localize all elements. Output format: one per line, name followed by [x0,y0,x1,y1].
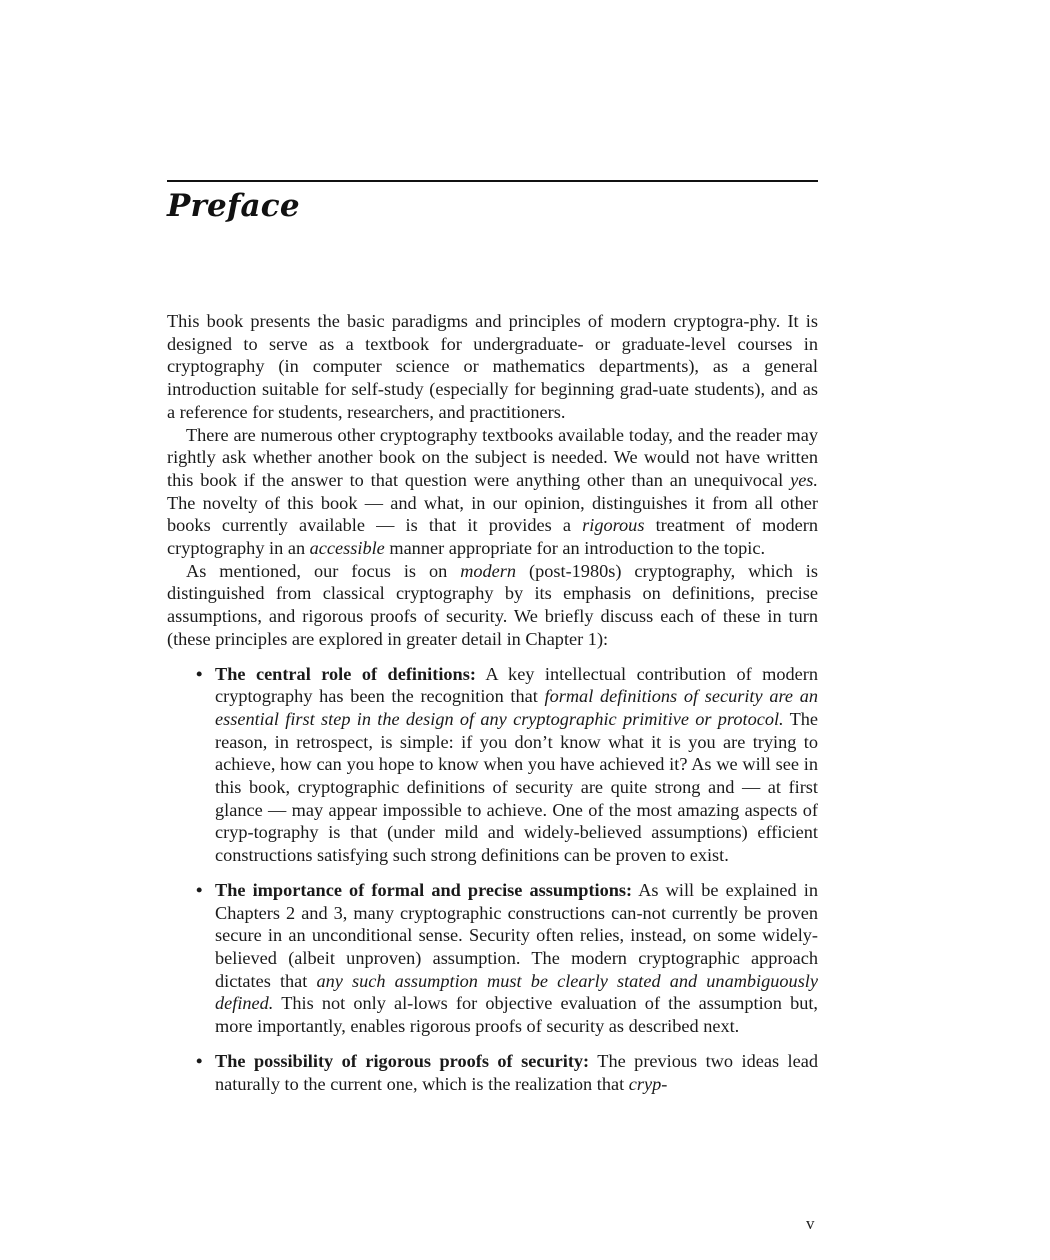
bullet-icon: • [196,879,203,900]
bullet-icon: • [196,1050,203,1071]
text-run: The reason, in retrospect, is simple: if you don’t know what it is you are trying to achieve, how can you hope to know when you have achieved it? As we will see in this book, cryptographic definitions of security are quite strong and — at first glance — may appear impossible to achieve. One of the most amazing aspects of cryp-tography is that (under mild and widely-believed assumptions) efficient constructions satisfying such strong definitions can be proven to exist. [215,708,818,866]
emphasis-text: modern [460,560,517,581]
text-run: This book presents the basic paradigms and principles of modern cryptogra-phy. It is designed to serve as a textbook for undergraduate- or graduate-level courses in cryptography (in computer science or mathematics departments), as a general introduction suitable for self-study (especially for beginning grad-uate students), and as a reference for students, researchers, and practitioners. [167,311,818,422]
emphasis-text: cryp- [628,1073,668,1094]
text-run: This not only al-lows for objective evaluation of the assumption but, more importantly, enables rigorous proofs of security as described next. [215,993,818,1037]
emphasis-text: accessible [309,538,385,559]
emphasis-text: any such assumption must be clearly stated and unambiguously defined. [215,970,818,1014]
preface-body [167,310,818,1107]
text-run: (post-1980s) cryptography, which is distinguished from classical cryptography by its emphasis on definitions, precise assumptions, and rigorous proofs of security. We briefly discuss each of these in turn (these principles are explored in greater detail in Chapter 1): [167,560,818,649]
text-run: The novelty of this book — and what, in our opinion, distinguishes it from all other books currently available — is that it provides a [167,492,818,536]
principles-list [167,663,818,1096]
text-run: There are numerous other cryptography textbooks available today, and the reader may rightly ask whether another book on the subject is needed. We would not have written this book if the answer to that question were anything other than an unequivocal [167,424,818,490]
paragraph-container [167,310,818,651]
text-run: A key intellectual contribution of modern cryptography has been the recognition that [215,663,818,707]
text-run: As will be explained in Chapters 2 and 3, many cryptographic constructions can-not currently be proven secure in an unconditional sense. Security often relies, instead, on some widely-believed (albeit unproven) assumption. The modern cryptographic approach dictates that [215,879,818,991]
chapter-title: Preface [167,188,300,224]
emphasis-text: rigorous [582,515,645,536]
text-run: As mentioned, our focus is on [186,560,461,581]
principle-term: The central role of definitions: [215,663,476,684]
principle-item [167,879,818,1038]
principle-item [167,1050,818,1095]
paragraph [167,560,818,651]
emphasis-text: formal definitions of security are an essential first step in the design of any cryptographic primitive or protocol. [215,686,818,729]
text-run: The previous two ideas lead naturally to the current one, which is the realization that [215,1050,818,1094]
principle-term: The possibility of rigorous proofs of security: [215,1050,590,1071]
chapter-rule [167,180,818,182]
page-number: v [806,1214,815,1233]
principle-item [167,663,818,867]
paragraph [167,424,818,560]
text-run: treatment of modern cryptography in an [167,515,818,559]
paragraph [167,310,818,424]
principle-term: The importance of formal and precise assumptions: [215,879,633,900]
text-run: manner appropriate for an introduction to the topic. [384,538,766,559]
bullet-icon: • [196,663,203,684]
emphasis-text: yes. [790,469,818,490]
